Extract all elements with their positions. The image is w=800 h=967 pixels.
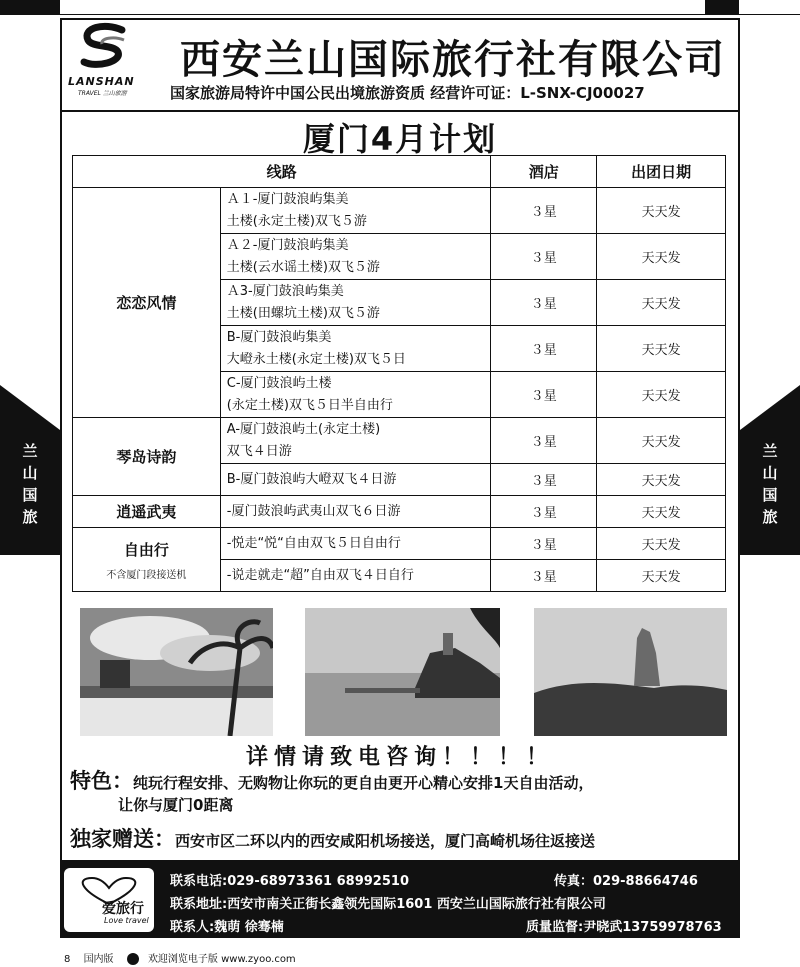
table-row [73, 528, 726, 560]
date-cell: 天天发 [597, 234, 726, 280]
beach-photo [80, 608, 273, 736]
route-cell: -说走就走“超”自由双飞４日自行 [220, 560, 491, 592]
route-cell: C-厦门鼓浪屿土楼 (永定土楼)双飞５日半自由行 [220, 372, 491, 418]
top-rule [0, 14, 800, 15]
group-note: 不含厦门段接送机 [106, 569, 187, 581]
table-header-row [73, 156, 726, 188]
side-label-right: 兰 山 国 旅 [762, 442, 778, 526]
call-to-action: 详情请致电咨询！！！！ [245, 745, 554, 770]
feature-line-2: 让你与厦门0距离 [118, 796, 234, 814]
logo-text: LANSHAN [68, 75, 135, 88]
page-title: 厦门4月计划 [302, 120, 498, 158]
licence-line: 国家旅游局特许中国公民出境旅游资质 经营许可证：L-SNX-CJ00027 [170, 84, 645, 102]
logo-name: 爱旅行 [102, 901, 144, 917]
contact-phone: 联系电话:029-68973361 68992510 [170, 874, 409, 889]
date-cell: 天天发 [597, 418, 726, 464]
hotel-cell: ３星 [491, 496, 597, 528]
route-cell: A-厦门鼓浪屿土(永定土楼) 双飞４日游 [220, 418, 491, 464]
group-name: 自由行 不含厦门段接送机 [73, 528, 221, 592]
hotel-cell: ３星 [491, 528, 597, 560]
header-hotel: 酒店 [491, 156, 597, 188]
table-row [73, 418, 726, 464]
hotel-cell: ３星 [491, 372, 597, 418]
company-name: 西安兰山国际旅行社有限公司 [180, 37, 726, 83]
contact-fax: 传真：029-88664746 [554, 874, 698, 889]
hotel-cell: ３星 [491, 560, 597, 592]
route-cell: B-厦门鼓浪屿集美 大嶝永土楼(永定土楼)双飞５日 [220, 326, 491, 372]
date-cell: 天天发 [597, 560, 726, 592]
route-cell: -厦门鼓浪屿武夷山双飞６日游 [220, 496, 491, 528]
date-cell: 天天发 [597, 280, 726, 326]
date-cell: 天天发 [597, 372, 726, 418]
header-route: 线路 [73, 156, 491, 188]
love-travel-logo [64, 868, 154, 932]
date-cell: 天天发 [597, 188, 726, 234]
hotel-cell: ３星 [491, 234, 597, 280]
gift-label: 独家赠送： [70, 827, 175, 851]
hotel-cell: ３星 [491, 280, 597, 326]
lanshan-logo-icon [74, 22, 134, 74]
hotel-cell: ３星 [491, 188, 597, 234]
date-cell: 天天发 [597, 464, 726, 496]
feature-line-1: 纯玩行程安排、无购物让你玩的更自由更开心精心安排1天自由活动， [133, 774, 594, 792]
top-left-tab [0, 0, 60, 14]
side-label-left: 兰 山 国 旅 [22, 442, 38, 526]
badge-icon [127, 953, 139, 965]
top-right-tab [705, 0, 739, 14]
table-row [73, 496, 726, 528]
hotel-cell: ３星 [491, 418, 597, 464]
logo-sub: Love travel [104, 916, 149, 925]
date-cell: 天天发 [597, 326, 726, 372]
contact-address: 联系地址:西安市南关正街长鑫领先国际1601 西安兰山国际旅行社有限公司 [170, 897, 606, 912]
feature-label: 特色： [70, 769, 133, 793]
header-divider [60, 110, 740, 112]
route-cell: Ａ１-厦门鼓浪屿集美 土楼(永定土楼)双飞５游 [220, 188, 491, 234]
group-name: 恋恋风情 [73, 188, 221, 418]
quality-supervision: 质量监督:尹晓武13759978763 [526, 920, 722, 935]
edition-label: 国内版 [83, 954, 114, 965]
exclusive-gift [70, 823, 595, 853]
routes-table [72, 155, 726, 592]
hotel-cell: ３星 [491, 464, 597, 496]
date-cell: 天天发 [597, 528, 726, 560]
logo-subtext: TRAVEL 兰山旅游 [78, 90, 127, 97]
group-name: 琴岛诗韵 [73, 418, 221, 496]
date-cell: 天天发 [597, 496, 726, 528]
statue-photo [534, 608, 727, 736]
welcome-text: 欢迎浏览电子版 www.zyoo.com [147, 954, 296, 965]
table-row [73, 188, 726, 234]
hotel-cell: ３星 [491, 326, 597, 372]
features [70, 770, 750, 816]
route-cell: -悦走“悦“自由双飞５日自由行 [220, 528, 491, 560]
island-photo [305, 608, 500, 736]
contact-person: 联系人:魏萌 徐骞楠 [170, 920, 284, 935]
contact-block [60, 860, 740, 938]
route-cell: Ａ２-厦门鼓浪屿集美 土楼(云水谣土楼)双飞５游 [220, 234, 491, 280]
gift-text: 西安市区二环以内的西安咸阳机场接送，厦门高崎机场往返接送 [175, 832, 596, 850]
group-name: 逍遥武夷 [73, 496, 221, 528]
route-cell: B-厦门鼓浪屿大嶝双飞４日游 [220, 464, 491, 496]
page-footer [64, 950, 296, 965]
page-number: 8 [64, 954, 71, 965]
route-cell: Ａ3-厦门鼓浪屿集美 土楼(田螺坑土楼)双飞５游 [220, 280, 491, 326]
header-date: 出团日期 [597, 156, 726, 188]
